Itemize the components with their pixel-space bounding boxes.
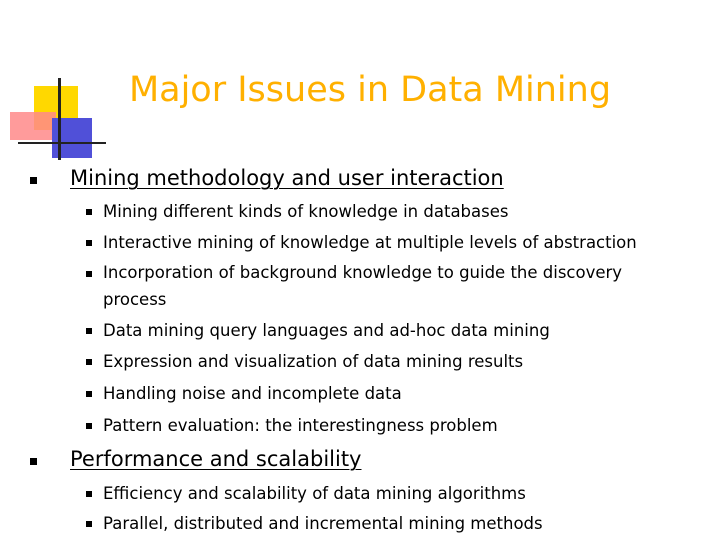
logo-vertical-line bbox=[58, 78, 61, 160]
list-item-continuation: process bbox=[103, 290, 167, 309]
list-item: Expression and visualization of data mining results bbox=[103, 352, 524, 371]
item-bullet bbox=[86, 271, 92, 277]
slide-logo-decoration bbox=[0, 0, 110, 170]
item-bullet bbox=[86, 328, 92, 334]
item-bullet bbox=[86, 391, 92, 397]
list-item: Mining different kinds of knowledge in databases bbox=[103, 202, 509, 221]
section-heading-performance: Performance and scalability bbox=[70, 447, 362, 471]
item-bullet bbox=[86, 209, 92, 215]
list-item: Efficiency and scalability of data mining algorithms bbox=[103, 484, 526, 503]
list-item: Incorporation of background knowledge to guide the discovery bbox=[103, 263, 623, 282]
list-item: Parallel, distributed and incremental mining methods bbox=[103, 514, 543, 533]
list-item: Data mining query languages and ad-hoc data mining bbox=[103, 321, 550, 340]
item-bullet bbox=[86, 423, 92, 429]
list-item: Interactive mining of knowledge at multiple levels of abstraction bbox=[103, 233, 637, 252]
item-bullet bbox=[86, 491, 92, 497]
item-bullet bbox=[86, 521, 92, 527]
section-bullet bbox=[30, 458, 37, 465]
section-heading-methodology: Mining methodology and user interaction bbox=[70, 166, 504, 190]
item-bullet bbox=[86, 359, 92, 365]
logo-horizontal-line bbox=[18, 142, 106, 144]
slide-title: Major Issues in Data Mining bbox=[128, 70, 612, 110]
section-bullet bbox=[30, 177, 37, 184]
logo-red-square bbox=[10, 112, 56, 140]
list-item: Handling noise and incomplete data bbox=[103, 384, 402, 403]
item-bullet bbox=[86, 240, 92, 246]
list-item: Pattern evaluation: the interestingness problem bbox=[103, 416, 498, 435]
